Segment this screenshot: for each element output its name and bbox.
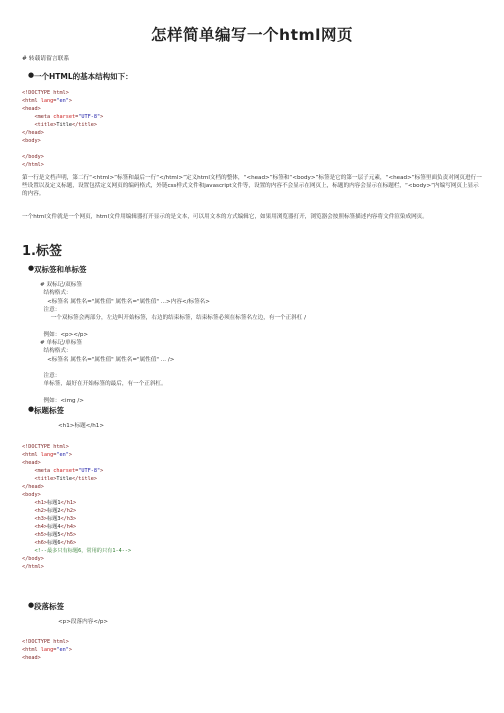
code-line <box>22 113 103 121</box>
code-line <box>22 153 103 161</box>
text-line: 结构格式： <box>40 348 72 355</box>
code-block-headings <box>22 443 131 571</box>
section-heading-text: 一个HTML的基本结构如下： <box>34 72 133 81</box>
text-line: # 单标记/单标签 <box>40 340 82 346</box>
code-line <box>22 646 72 654</box>
text-line: 单标签，最好在开始标签的最后，有一个正斜杠。 <box>40 381 167 388</box>
bullet-icon: ● <box>28 601 35 609</box>
code-line <box>22 638 72 646</box>
text-line <box>40 364 174 372</box>
code-token: </h1> <box>60 500 77 506</box>
code-token: > <box>68 98 72 104</box>
code-line <box>22 121 103 129</box>
code-block-basic-structure <box>22 89 103 169</box>
code-line <box>22 483 131 491</box>
meta-line: # 转载请留言联系 <box>22 56 70 62</box>
code-line <box>22 491 131 499</box>
bullet-icon: ● <box>28 71 35 79</box>
bullet-icon: ● <box>28 264 35 272</box>
code-token: <html <box>22 452 41 458</box>
text-line: 注意： <box>40 373 61 380</box>
code-token: <!DOCTYPE html> <box>22 90 69 96</box>
code-token <box>22 122 35 128</box>
code-token <box>22 508 35 514</box>
code-token: charset <box>53 114 76 120</box>
code-token: 标题3 <box>47 516 61 522</box>
text-line <box>40 322 306 330</box>
section-heading-text: 标题标签 <box>34 406 64 415</box>
code-token: Title <box>56 122 72 128</box>
code-token: lang <box>40 98 54 104</box>
code-line <box>22 161 103 169</box>
text-line: # 双标记/双标签 <box>40 282 82 288</box>
code-token: "en" <box>56 452 69 458</box>
code-token: </h3> <box>60 516 77 522</box>
code-token: <body> <box>22 492 41 498</box>
code-token <box>22 468 35 474</box>
text-line: <标签名 属性名="属性值" 属性名="属性值" ...>内容</标签名> <box>40 298 210 305</box>
code-token: "UTF-8" <box>78 114 101 120</box>
text-line: 注意： <box>40 306 61 313</box>
code-token: <h2> <box>34 508 47 514</box>
code-token: </title> <box>72 476 97 482</box>
section-heading-double-single <box>28 264 87 275</box>
code-token: <html <box>22 98 41 104</box>
text-line <box>40 389 174 397</box>
code-token: <h6> <box>34 540 47 546</box>
code-line <box>22 97 103 105</box>
code-token: > <box>68 452 72 458</box>
code-token <box>22 540 35 546</box>
code-token: <!DOCTYPE html> <box>22 639 69 645</box>
code-token: </h5> <box>60 532 77 538</box>
page-title: 怎样简单编写一个html网页 <box>151 26 353 44</box>
code-line <box>22 563 131 571</box>
code-line <box>22 539 131 547</box>
code-line <box>22 654 72 662</box>
code-line <box>22 547 131 555</box>
code-token: charset <box>53 468 76 474</box>
code-token <box>22 114 35 120</box>
code-token: Title <box>56 476 72 482</box>
code-token: <body> <box>22 138 41 144</box>
code-token: = <box>53 452 57 458</box>
code-token: <meta <box>34 468 54 474</box>
code-token: = <box>53 647 57 653</box>
text-line: 例如：<p></p> <box>40 331 89 338</box>
code-token: 标题6 <box>47 540 61 546</box>
code-token: <!DOCTYPE html> <box>22 444 69 450</box>
code-token: </h4> <box>60 524 77 530</box>
code-line <box>22 89 103 97</box>
code-token: <title> <box>34 476 57 482</box>
code-line <box>22 467 131 475</box>
h1-example: <h1>标题</h1> <box>58 423 105 429</box>
section-heading-structure <box>28 71 133 82</box>
code-token: lang <box>40 452 54 458</box>
code-token <box>22 500 35 506</box>
code-token: </title> <box>72 122 97 128</box>
section-heading-paragraph <box>28 601 64 612</box>
code-line <box>22 523 131 531</box>
heading-tags: 1.标签 <box>22 244 62 259</box>
code-token: 标题2 <box>47 508 61 514</box>
code-line <box>22 555 131 563</box>
code-token: <h3> <box>34 516 47 522</box>
code-token: > <box>100 114 104 120</box>
section-heading-text: 段落标签 <box>34 602 64 611</box>
single-tag-description <box>40 339 174 405</box>
code-token: <head> <box>22 106 41 112</box>
code-line <box>22 443 131 451</box>
code-line <box>22 531 131 539</box>
code-token: <h1> <box>34 500 47 506</box>
code-token: 标题1 <box>47 500 61 506</box>
code-token: </html> <box>22 564 44 570</box>
code-token: </body> <box>22 556 44 562</box>
text-line: 一个双标签会两部分，左边叫开始标签，右边的结束标签，结束标签必须在标签名左边，有一个正斜杠 / <box>40 315 307 322</box>
code-line <box>22 105 103 113</box>
code-token: </head> <box>22 484 44 490</box>
code-line <box>22 137 103 145</box>
code-token: lang <box>40 647 54 653</box>
code-token: <meta <box>34 114 54 120</box>
code-token: "en" <box>56 647 69 653</box>
text-line: <标签名 属性名="属性值" 属性名="属性值" ... /> <box>40 356 175 363</box>
code-token: <title> <box>34 122 57 128</box>
code-token: <head> <box>22 460 41 466</box>
code-token <box>22 524 35 530</box>
code-token: "UTF-8" <box>78 468 101 474</box>
paragraph-explanation: 第一行是文档声明，第二行“<html>”标签和最后一行“</html>”定义html文档的整体，“<head>”标签和“<body>”标签是它的第一层子元素，“<head>”标签里面负责对网页进行一些设置以及定义标题，设置包括定义网页的编码格式，外链css样式文件和javascript文件等，设置的内容不会显示在网页上，标题的内容会显示在标题栏，“<body>”内编写网页上显示的内容。 <box>22 175 482 198</box>
section-heading-text: 双标签和单标签 <box>34 265 87 274</box>
code-token <box>22 516 35 522</box>
code-token: = <box>75 468 79 474</box>
code-line <box>22 145 103 153</box>
code-token: 标题5 <box>47 532 61 538</box>
double-tag-description <box>40 281 306 339</box>
section-heading-title-tags <box>28 405 64 416</box>
code-token: = <box>53 98 57 104</box>
code-token: <h4> <box>34 524 47 530</box>
bullet-icon: ● <box>28 405 35 413</box>
code-line <box>22 129 103 137</box>
code-token: > <box>100 468 104 474</box>
code-token: > <box>68 647 72 653</box>
code-token: 标题4 <box>47 524 61 530</box>
text-line: 例如：<img /> <box>40 398 84 405</box>
code-token: = <box>75 114 79 120</box>
paragraph-html-file: 一个html文件就是一个网页，html文件用编辑器打开显示的是文本，可以用文本的方式编辑它，如果用浏览器打开，浏览器会按照标签描述内容将文件渲染成网页。 <box>22 214 428 220</box>
code-line <box>22 475 131 483</box>
code-token <box>22 532 35 538</box>
code-token: </html> <box>22 162 44 168</box>
code-token: <html <box>22 647 41 653</box>
code-line <box>22 459 131 467</box>
code-token: <head> <box>22 655 41 661</box>
code-token: </h2> <box>60 508 77 514</box>
code-token: <!--最多只有标题6，常用的只有1-4--> <box>34 548 132 554</box>
code-token: "en" <box>56 98 69 104</box>
code-token: </body> <box>22 154 44 160</box>
code-line <box>22 515 131 523</box>
code-token <box>22 548 35 554</box>
code-token: <h5> <box>34 532 47 538</box>
code-block-paragraph <box>22 638 72 662</box>
text-line: 结构格式： <box>40 290 72 297</box>
p-example: <p>段落内容</p> <box>58 619 109 625</box>
code-line <box>22 507 131 515</box>
code-token <box>22 146 25 152</box>
code-line <box>22 451 131 459</box>
code-token <box>22 476 35 482</box>
code-token: </head> <box>22 130 44 136</box>
code-line <box>22 499 131 507</box>
code-token: </h6> <box>60 540 77 546</box>
